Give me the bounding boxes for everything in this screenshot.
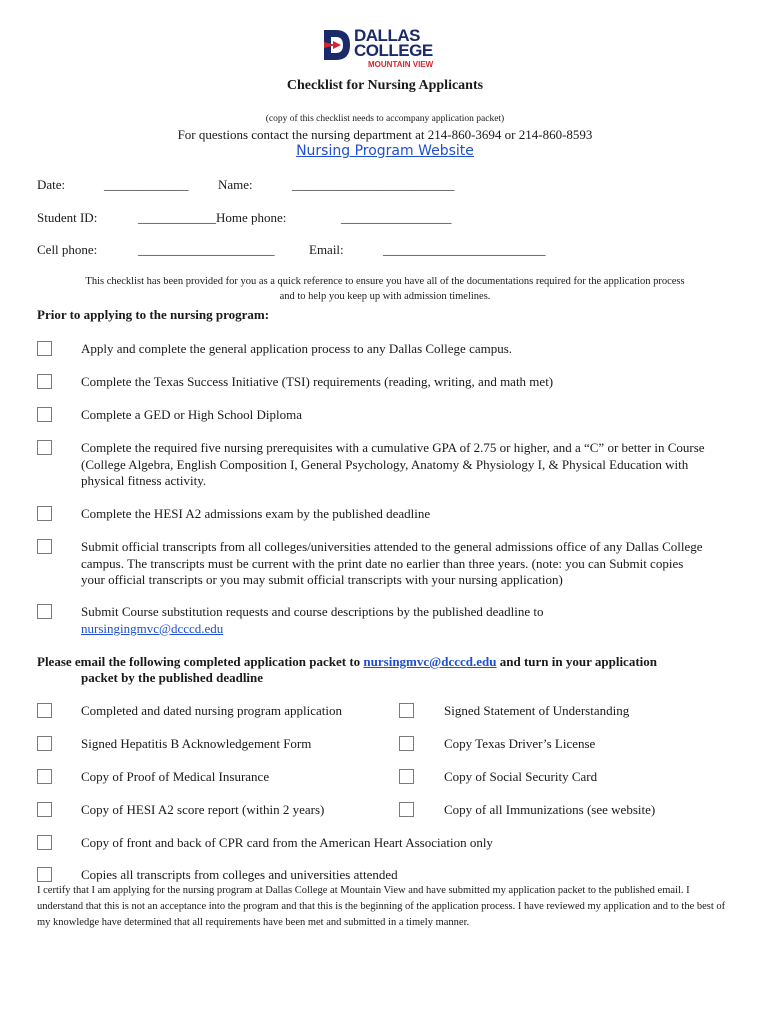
copy-note: (copy of this checklist needs to accompany application packet) [265, 114, 505, 124]
packet-heading-start: Please email the following completed application packet to [37, 654, 361, 669]
email-field[interactable]: _________________________ [383, 242, 546, 257]
cell-phone-field[interactable]: _____________________ [138, 242, 275, 257]
packet-item: Signed Hepatitis B Acknowledgement Form [81, 736, 312, 751]
prior-item [81, 604, 721, 637]
checkbox[interactable] [37, 703, 52, 718]
prior-item: Complete the required five nursing prerequisites with a cumulative GPA of 2.75 or higher, and a “C” or better in Course (College Algebra, English Composition I, General Psychology, Anatomy & Physiology I, & Physical Education with physical fitness activity. [81, 440, 705, 488]
packet-item: Copy of HESI A2 score report (within 2 years) [81, 802, 325, 817]
checkbox[interactable] [399, 802, 414, 817]
packet-item: Copy of Proof of Medical Insurance [81, 769, 270, 784]
checkbox[interactable] [399, 736, 414, 751]
checkbox[interactable] [37, 835, 52, 850]
substitution-text: Submit Course substitution requests and course descriptions by the published deadline to [81, 604, 544, 619]
packet-email-link[interactable]: nursingmvc@dcccd.edu [363, 654, 497, 669]
checkbox[interactable] [399, 703, 414, 718]
logo-campus: MOUNTAIN VIEW [368, 60, 434, 69]
date-label: Date: [37, 177, 66, 192]
checkbox[interactable] [37, 539, 52, 554]
prior-item: Complete the HESI A2 admissions exam by the published deadline [81, 506, 431, 521]
logo-d-mark-icon [322, 28, 352, 62]
checkbox[interactable] [37, 802, 52, 817]
packet-item: Copies all transcripts from colleges and universities attended [81, 867, 398, 882]
packet-heading [37, 654, 657, 671]
nursing-website-link[interactable]: Nursing Program Website [296, 143, 474, 159]
checkbox[interactable] [37, 604, 52, 619]
intro-text [0, 274, 770, 304]
name-label: Name: [218, 177, 253, 192]
substitution-email-link[interactable]: nursingingmvc@dcccd.edu [81, 620, 224, 636]
logo-line1: DALLAS [354, 26, 420, 45]
packet-item: Signed Statement of Understanding [444, 703, 630, 718]
email-label: Email: [309, 242, 344, 257]
checkbox[interactable] [37, 867, 52, 882]
home-phone-field[interactable]: _________________ [341, 210, 452, 225]
packet-item: Copy Texas Driver’s License [444, 736, 596, 751]
packet-item: Completed and dated nursing program application [81, 703, 343, 718]
prior-item: Complete the Texas Success Initiative (TSI) requirements (reading, writing, and math met) [81, 374, 554, 389]
packet-heading-end: and turn in your application [499, 654, 658, 669]
prior-item: Apply and complete the general application process to any Dallas College campus. [81, 341, 513, 356]
name-field[interactable]: _________________________ [292, 177, 455, 192]
intro-paragraph: This checklist has been provided for you as a quick reference to ensure you have all of the documentations required for the application process and to help you keep up with admission timelines. [85, 276, 685, 302]
prior-item: Complete a GED or High School Diploma [81, 407, 302, 422]
dallas-college-logo [322, 26, 442, 72]
checkbox[interactable] [37, 769, 52, 784]
student-id-label: Student ID: [37, 210, 98, 225]
cell-phone-label: Cell phone: [37, 242, 98, 257]
prior-item: Submit official transcripts from all colleges/universities attended to the general admissions office of any Dallas College campus. The transcripts must be current with the print date no earlier than three years. (note: you can Submit copies your official transcripts or you may submit official transcripts with your nursing application) [81, 539, 703, 587]
packet-item: Copy of Social Security Card [444, 769, 598, 784]
certification-text: I certify that I am applying for the nursing program at Dallas College at Mountain View and have submitted my application packet to the published email. I understand that this is not an acceptance into the program and that this is the beginning of the application process. I have reviewed my application and to the best of my knowledge have determined that all requirements have been met and submitted in a timely manner. [37, 885, 726, 928]
contact-line: For questions contact the nursing department at 214-860-3694 or 214-860-8593 [177, 127, 593, 142]
checkbox[interactable] [37, 440, 52, 455]
checkbox[interactable] [37, 736, 52, 751]
logo-line2: COLLEGE [354, 41, 433, 60]
page-title: Checklist for Nursing Applicants [286, 78, 484, 93]
packet-heading-line2: packet by the published deadline [81, 670, 264, 685]
checkbox[interactable] [37, 341, 52, 356]
student-id-field[interactable]: ____________Home phone: [138, 210, 287, 225]
checkbox[interactable] [37, 407, 52, 422]
date-field[interactable]: _____________ [104, 177, 189, 192]
checkbox[interactable] [37, 374, 52, 389]
prior-heading: Prior to applying to the nursing program: [37, 307, 270, 322]
packet-item: Copy of all Immunizations (see website) [444, 802, 656, 817]
packet-item: Copy of front and back of CPR card from the American Heart Association only [81, 835, 493, 850]
checkbox[interactable] [399, 769, 414, 784]
checkbox[interactable] [37, 506, 52, 521]
